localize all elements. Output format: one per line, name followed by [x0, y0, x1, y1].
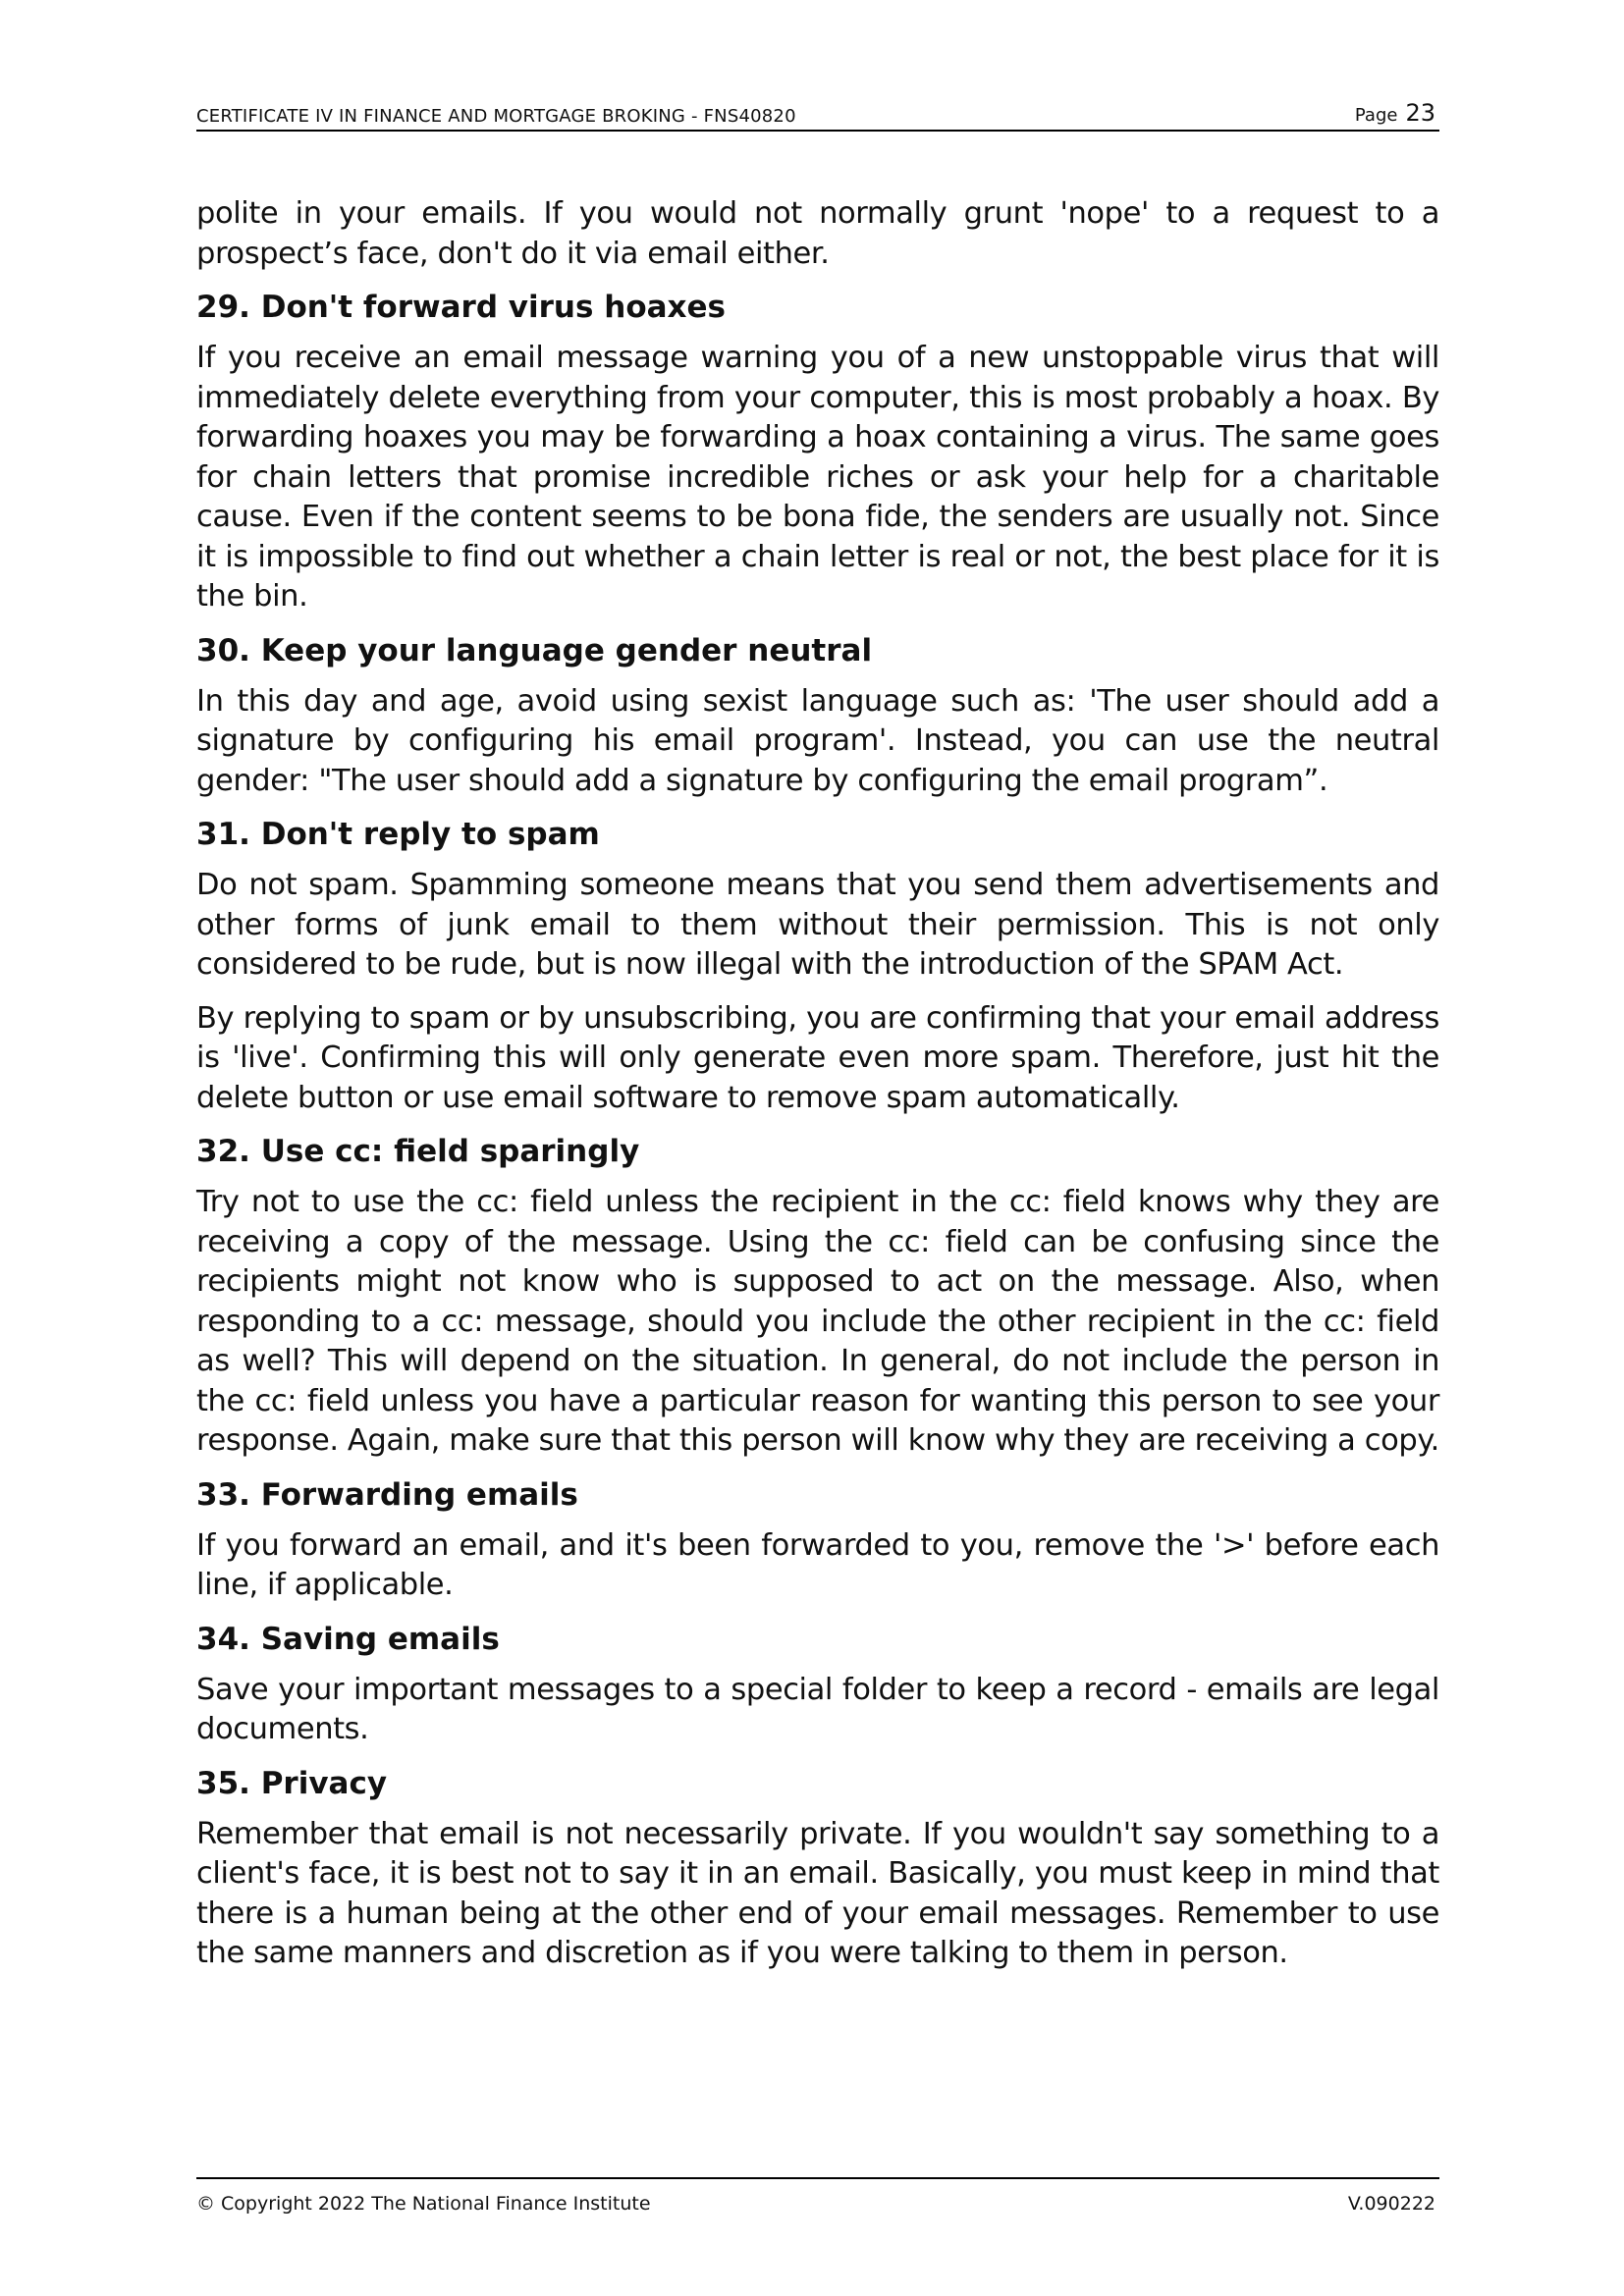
section-34-paragraph: Save your important messages to a special folder to keep a record - emails are legal documents.	[196, 1672, 1439, 1746]
copyright-notice: © Copyright 2022 The National Finance Institute	[196, 2193, 651, 2215]
section-31-paragraph-1: Do not spam. Spamming someone means that you send them advertisements and other forms of junk email to them without their permission. This is not only considered to be rude, but is now illegal with the introduction of the SPAM Act.	[196, 868, 1439, 982]
page-indicator	[1355, 99, 1435, 127]
section-30-heading: 30. Keep your language gender neutral	[196, 632, 873, 668]
section-34-heading: 34. Saving emails	[196, 1621, 500, 1657]
page-footer	[196, 2177, 1439, 2215]
section-35-heading: 35. Privacy	[196, 1765, 388, 1801]
document-title: CERTIFICATE IV IN FINANCE AND MORTGAGE BROKING - FNS40820	[196, 106, 796, 127]
page-number: 23	[1405, 99, 1435, 127]
section-30-paragraph: In this day and age, avoid using sexist language such as: 'The user should add a signature by configuring his email program'. Instead, you can use the neutral gender: "The user should add a signature by configuring the email program”.	[196, 683, 1439, 798]
section-35-paragraph: Remember that email is not necessarily private. If you wouldn't say something to a client's face, it is best not to say it in an email. Basically, you must keep in mind that there is a human being at the other end of your email messages. Remember to use the same manners and discretion as if you were talking to them in person.	[196, 1816, 1439, 1970]
section-29-paragraph: If you receive an email message warning you of a new unstoppable virus that will immediately delete everything from your computer, this is most probably a hoax. By forwarding hoaxes you may be forwarding a hoax containing a virus. The same goes for chain letters that promise incredible riches or ask your help for a charitable cause. Even if the content seems to be bona fide, the senders are usually not. Since it is impossible to find out whether a chain letter is real or not, the best place for it is the bin.	[196, 341, 1439, 614]
page-label: Page	[1354, 105, 1398, 126]
section-33-paragraph: If you forward an email, and it's been forwarded to you, remove the '>' before each line, if applicable.	[196, 1527, 1439, 1602]
section-31-heading: 31. Don't reply to spam	[196, 817, 600, 852]
section-32-heading: 32. Use cc: field sparingly	[196, 1134, 640, 1169]
intro-paragraph: polite in your emails. If you would not normally grunt 'nope' to a request to a prospect’s face, don't do it via email either.	[196, 196, 1439, 271]
section-33-heading: 33. Forwarding emails	[196, 1476, 578, 1513]
section-31-paragraph-2: By replying to spam or by unsubscribing, you are confirming that your email address is 'live'. Confirming this will only generate even more spam. Therefore, just hit the delete button or use email software to remove spam automatically.	[196, 1000, 1439, 1115]
page-body	[196, 194, 1439, 1988]
section-32-paragraph: Try not to use the cc: field unless the recipient in the cc: field knows why they are receiving a copy of the message. Using the cc: field can be confusing since the recipients might not know who is supposed to act on the message. Also, when responding to a cc: message, should you include the other recipient in the cc: field as well? This will depend on the situation. In general, do not include the person in the cc: field unless you have a particular reason for wanting this person to see your response. Again, make sure that this person will know why they are receiving a copy.	[196, 1185, 1439, 1458]
page-header	[196, 96, 1439, 132]
section-29-heading: 29. Don't forward virus hoaxes	[196, 290, 727, 325]
version-label: V.090222	[1347, 2193, 1435, 2215]
